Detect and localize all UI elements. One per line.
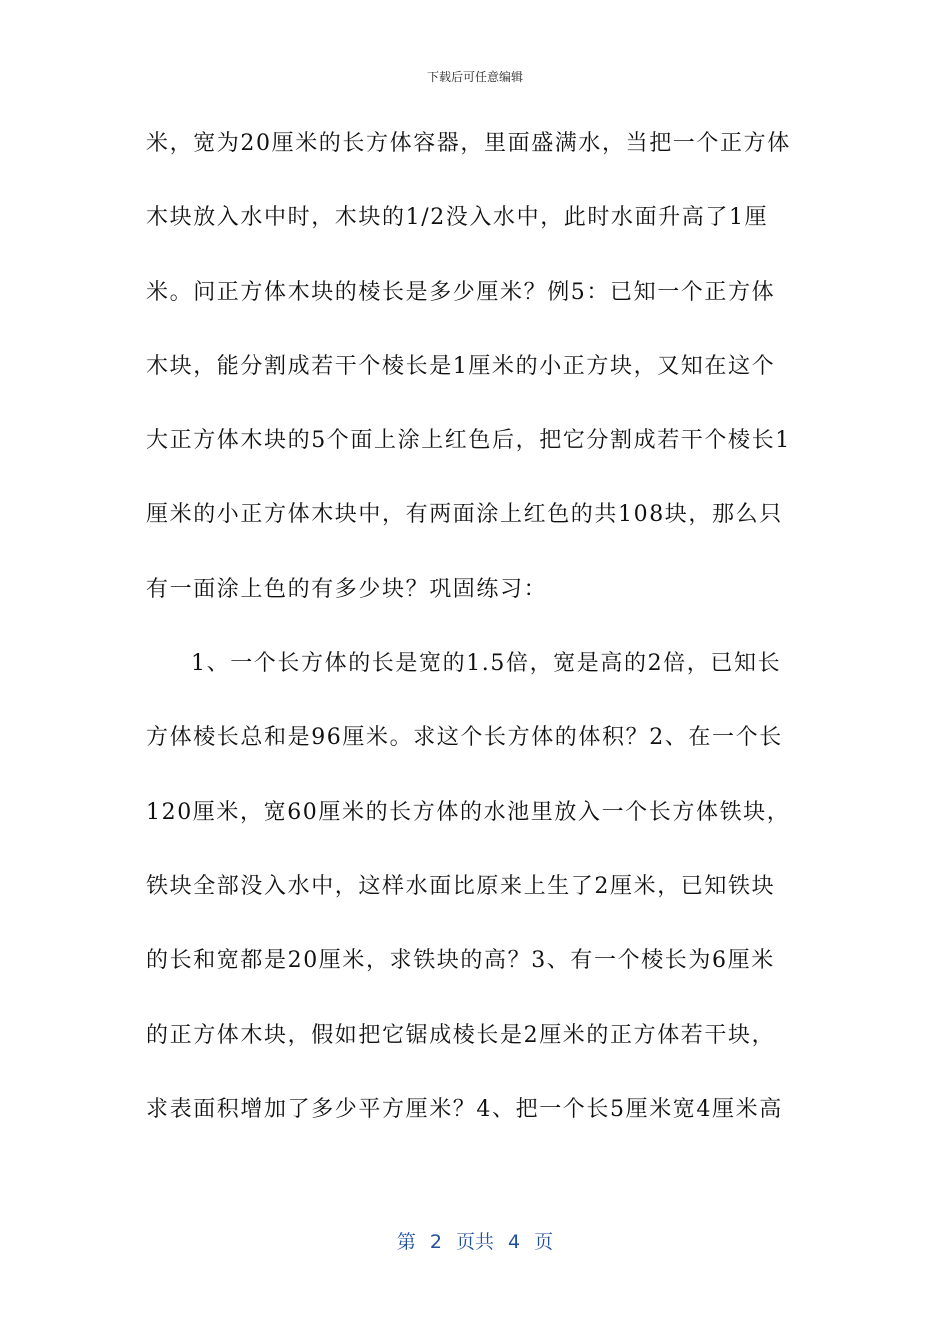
footer-page-prefix: 第 <box>396 1231 416 1253</box>
text-line: 大正方体木块的5个面上涂上红色后，把它分割成若干个棱长1 <box>146 428 791 454</box>
text-line: 木块，能分割成若干个棱长是1厘米的小正方块，又知在这个 <box>146 353 776 379</box>
text-line: 有一面涂上色的有多少块？巩固练习： <box>146 576 548 602</box>
footer-page-suffix: 页 <box>534 1231 554 1253</box>
text-line: 米，宽为20厘米的长方体容器，里面盛满水，当把一个正方体 <box>146 131 791 156</box>
page-footer <box>0 1227 950 1254</box>
text-line: 厘米的小正方体木块中，有两面涂上红色的共108块，那么只 <box>146 502 783 528</box>
text-line: 的正方体木块，假如把它锯成棱长是2厘米的正方体若干块， <box>146 1022 776 1048</box>
footer-total-pages: 4 <box>508 1231 521 1253</box>
footer-current-page: 2 <box>429 1231 442 1253</box>
text-line: 木块放入水中时，木块的1/2没入水中，此时水面升高了1厘 <box>146 205 769 231</box>
footer-page-middle: 页共 <box>455 1231 494 1253</box>
text-line: 方体棱长总和是96厘米。求这个长方体的体积？2、在一个长 <box>146 725 783 751</box>
text-line: 1、一个长方体的长是宽的1.5倍，宽是高的2倍，已知长 <box>191 651 782 677</box>
body-text <box>146 122 810 1162</box>
text-line: 的长和宽都是20厘米，求铁块的高？3、有一个棱长为6厘米 <box>146 948 775 974</box>
text-line: 铁块全部没入水中，这样水面比原来上生了2厘米，已知铁块 <box>146 873 776 899</box>
text-line: 求表面积增加了多少平方厘米？4、把一个长5厘米宽4厘米高 <box>146 1096 783 1122</box>
text-line: 120厘米，宽60厘米的长方体的水池里放入一个长方体铁块， <box>146 799 791 825</box>
text-line: 米。问正方体木块的棱长是多少厘米？例5：已知一个正方体 <box>146 279 776 305</box>
page-header: 下载后可任意编辑 <box>426 70 523 84</box>
